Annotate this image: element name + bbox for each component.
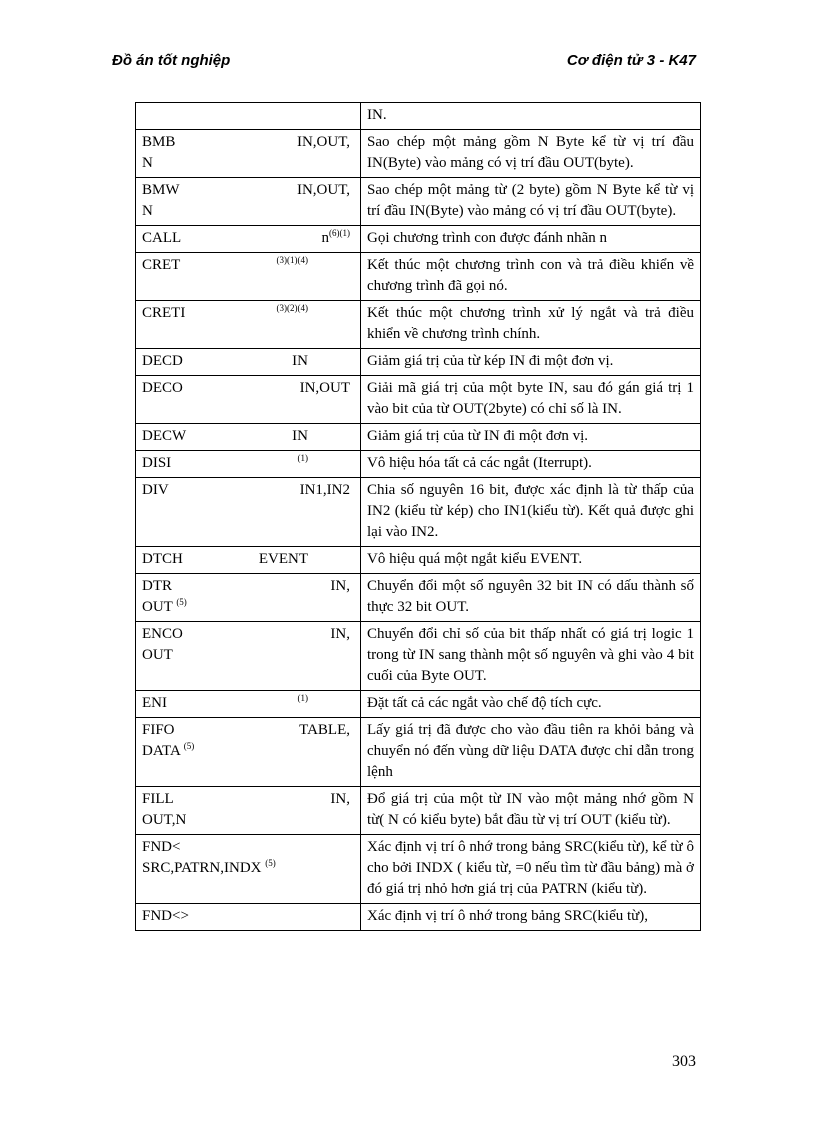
description-cell: Vô hiệu hóa tất cả các ngắt (Iterrupt). xyxy=(361,451,701,478)
instruction-cell xyxy=(136,904,361,931)
instruction-name: FIFO xyxy=(142,722,175,738)
table-row xyxy=(136,787,701,835)
instruction-params xyxy=(330,789,350,810)
instruction-cell xyxy=(136,130,361,178)
instruction-name: DECO xyxy=(142,380,183,396)
instruction-params xyxy=(277,255,308,276)
table-row xyxy=(136,622,701,691)
footnote-marker: (5) xyxy=(265,858,276,868)
instruction-params xyxy=(300,480,350,501)
description-cell: Vô hiệu quá một ngắt kiểu EVENT. xyxy=(361,547,701,574)
instruction-name: FND< xyxy=(142,839,181,855)
footnote-marker: (1) xyxy=(297,453,308,463)
instruction-params xyxy=(322,228,351,249)
instruction-cell xyxy=(136,835,361,904)
instruction-operand-text: SRC,PATRN,INDX xyxy=(142,860,262,876)
instruction-name: DECW xyxy=(142,428,187,444)
footnote-marker: (5) xyxy=(176,597,187,607)
table-row xyxy=(136,226,701,253)
instruction-params xyxy=(297,180,350,201)
instruction-operand-text: OUT,N xyxy=(142,812,187,828)
description-cell: Đặt tất cả các ngắt vào chế độ tích cực. xyxy=(361,691,701,718)
table-row xyxy=(136,301,701,349)
instruction-name: DTR xyxy=(142,578,172,594)
header-title-right: Cơ điện tử 3 - K47 xyxy=(566,52,696,69)
instruction-params xyxy=(299,720,350,741)
footnote-marker: (3)(2)(4) xyxy=(276,303,308,313)
instruction-params xyxy=(259,549,308,570)
table-row xyxy=(136,904,701,931)
footnote-marker: (6)(1) xyxy=(329,228,350,238)
instruction-params xyxy=(292,351,308,372)
description-cell: Xác định vị trí ô nhớ trong bảng SRC(kiểu từ), kể từ ô cho bởi INDX ( kiểu từ, =0 nếu tìm từ đầu bảng) mà ở đó giá trị nhỏ hơn giá trị của PATRN (kiểu từ). xyxy=(361,835,701,904)
instruction-params xyxy=(292,426,308,447)
instruction-name: CRET xyxy=(142,257,181,273)
instruction-table xyxy=(135,102,701,931)
instruction-name: ENI xyxy=(142,695,167,711)
params-text: TABLE, xyxy=(299,722,350,738)
table-row xyxy=(136,376,701,424)
instruction-operand-line xyxy=(142,153,354,174)
instruction-operand-line xyxy=(142,597,354,618)
table-row xyxy=(136,547,701,574)
instruction-cell xyxy=(136,103,361,130)
table-row xyxy=(136,253,701,301)
table-row xyxy=(136,718,701,787)
footnote-marker: (5) xyxy=(183,741,195,751)
instruction-cell xyxy=(136,376,361,424)
instruction-name: BMW xyxy=(142,182,180,198)
description-cell: Giảm giá trị của từ kép IN đi một đơn vị. xyxy=(361,349,701,376)
instruction-name: CRETI xyxy=(142,305,186,321)
table-row xyxy=(136,103,701,130)
instruction-name: DECD xyxy=(142,353,183,369)
instruction-name: CALL xyxy=(142,230,182,246)
params-text: IN, xyxy=(330,578,350,594)
instruction-name: DIV xyxy=(142,482,169,498)
instruction-cell xyxy=(136,178,361,226)
instruction-cell xyxy=(136,301,361,349)
instruction-params xyxy=(330,624,350,645)
params-text: IN xyxy=(292,353,308,369)
params-text: IN,OUT, xyxy=(296,134,350,150)
description-cell: Sao chép một mảng gồm N Byte kể từ vị trí đầu IN(Byte) vào mảng có vị trí đầu OUT(byte). xyxy=(361,130,701,178)
description-cell: Kết thúc một chương trình con và trả điều khiển về chương trình đã gọi nó. xyxy=(361,253,701,301)
instruction-operand-text: N xyxy=(142,203,153,219)
page-number: 303 xyxy=(672,1053,696,1070)
instruction-operand-line xyxy=(142,201,354,222)
instruction-params xyxy=(300,378,350,399)
instruction-operand-line xyxy=(142,810,354,831)
header-title-left: Đồ án tốt nghiệp xyxy=(112,52,231,69)
description-cell: Chia số nguyên 16 bit, được xác định là từ thấp của IN2 (kiểu từ kép) cho IN1(kiểu từ). Kết quả được ghi lại vào IN2. xyxy=(361,478,701,547)
footnote-marker: (1) xyxy=(297,693,308,703)
instruction-name: FND<> xyxy=(142,908,189,924)
params-text: EVENT xyxy=(258,551,308,567)
table-row xyxy=(136,130,701,178)
instruction-params xyxy=(297,132,350,153)
instruction-cell xyxy=(136,349,361,376)
params-text: IN,OUT xyxy=(299,380,350,396)
table-row xyxy=(136,349,701,376)
instruction-params xyxy=(277,303,308,324)
instruction-operand-line xyxy=(142,645,354,666)
instruction-cell xyxy=(136,622,361,691)
instruction-operand-text: N xyxy=(142,155,153,171)
instruction-cell xyxy=(136,787,361,835)
instruction-operand-text: DATA xyxy=(142,743,180,759)
table-row xyxy=(136,691,701,718)
params-text: IN1,IN2 xyxy=(299,482,350,498)
description-cell: IN. xyxy=(361,103,701,130)
instruction-operand-line xyxy=(142,741,354,762)
instruction-name: DTCH xyxy=(142,551,183,567)
table-row xyxy=(136,478,701,547)
description-cell: Xác định vị trí ô nhớ trong bảng SRC(kiểu từ), xyxy=(361,904,701,931)
instruction-params xyxy=(298,693,309,714)
description-cell: Gọi chương trình con được đánh nhãn n xyxy=(361,226,701,253)
instruction-cell xyxy=(136,691,361,718)
description-cell: Sao chép một mảng từ (2 byte) gồm N Byte kể từ vị trí đầu IN(Byte) vào mảng có vị trí đầu OUT(byte). xyxy=(361,178,701,226)
description-cell: Kết thúc một chương trình xử lý ngắt và trả điều khiển về chương trình chính. xyxy=(361,301,701,349)
description-cell: Lấy giá trị đã được cho vào đầu tiên ra khỏi bảng và chuyển nó đến vùng dữ liệu DATA được chỉ dẫn trong lệnh xyxy=(361,718,701,787)
instruction-name: DISI xyxy=(142,455,172,471)
instruction-cell xyxy=(136,574,361,622)
instruction-cell xyxy=(136,478,361,547)
table-row xyxy=(136,451,701,478)
table-row xyxy=(136,835,701,904)
params-text: IN xyxy=(292,428,308,444)
instruction-cell xyxy=(136,451,361,478)
instruction-params xyxy=(298,453,309,474)
instruction-operand-text: OUT xyxy=(142,647,173,663)
instruction-name: ENCO xyxy=(142,626,183,642)
description-cell: Chuyển đổi chỉ số của bit thấp nhất có giá trị logic 1 trong từ IN sang thành một số nguyên và ghi vào 4 bit cuối của Byte OUT. xyxy=(361,622,701,691)
params-text: IN, xyxy=(330,791,350,807)
description-cell: Đổ giá trị của một từ IN vào một mảng nhớ gồm N từ( N có kiểu byte) bắt đầu từ vị trí OUT (kiểu từ). xyxy=(361,787,701,835)
instruction-operand-text: OUT xyxy=(142,599,173,615)
description-cell: Giải mã giá trị của một byte IN, sau đó gán giá trị 1 vào bit của từ OUT(2byte) có chỉ số là IN. xyxy=(361,376,701,424)
footnote-marker: (3)(1)(4) xyxy=(276,255,308,265)
params-text: n xyxy=(321,230,329,246)
instruction-name: FILL xyxy=(142,791,174,807)
instruction-params xyxy=(330,576,350,597)
instruction-cell xyxy=(136,547,361,574)
params-text: IN,OUT, xyxy=(296,182,350,198)
description-cell: Giảm giá trị của từ IN đi một đơn vị. xyxy=(361,424,701,451)
instruction-cell xyxy=(136,226,361,253)
instruction-operand-line xyxy=(142,858,354,879)
instruction-name: BMB xyxy=(142,134,176,150)
instruction-cell xyxy=(136,718,361,787)
table-row xyxy=(136,178,701,226)
description-cell: Chuyển đổi một số nguyên 32 bit IN có dấu thành số thực 32 bit OUT. xyxy=(361,574,701,622)
params-text: IN, xyxy=(330,626,350,642)
instruction-name xyxy=(142,105,354,126)
table-row xyxy=(136,424,701,451)
instruction-cell xyxy=(136,253,361,301)
instruction-cell xyxy=(136,424,361,451)
table-row xyxy=(136,574,701,622)
